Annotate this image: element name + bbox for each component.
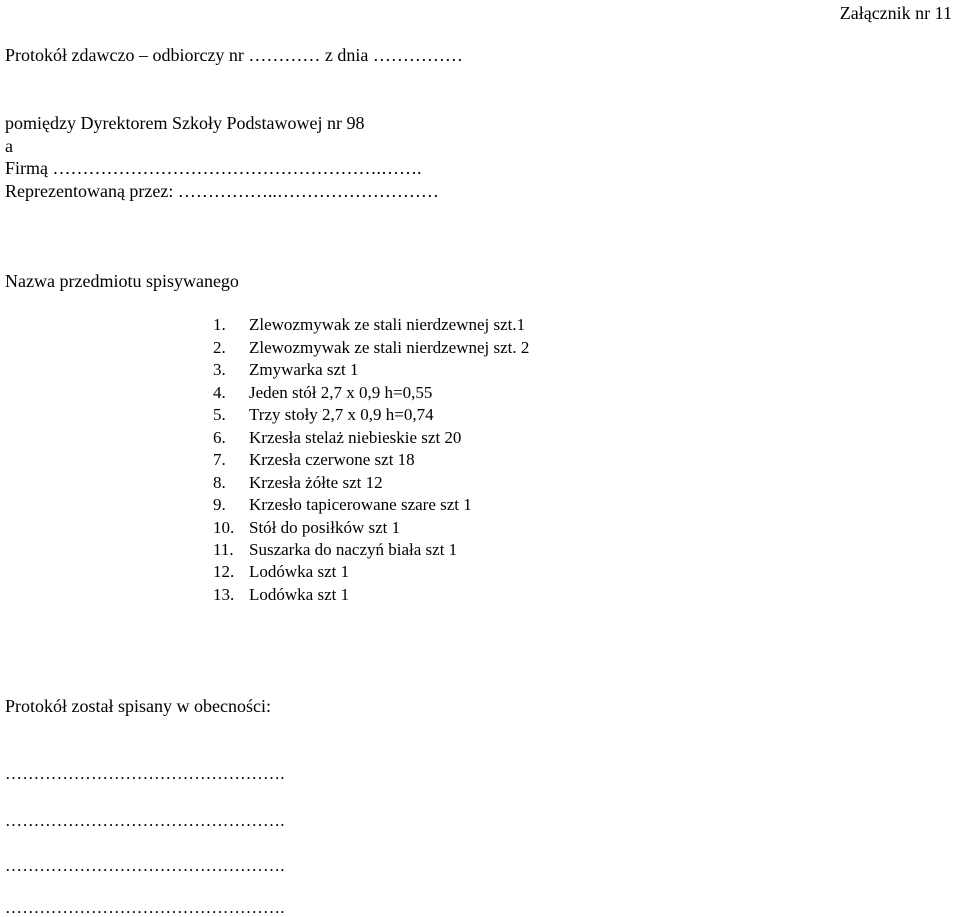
item-text: Krzesła stelaż niebieskie szt 20 [249,428,462,447]
item-number: 11. [213,540,234,559]
list-item [213,361,359,378]
item-text: Krzesła czerwone szt 18 [249,450,415,469]
item-number: 12. [213,562,235,581]
list-item [213,316,525,333]
list-item [213,339,529,356]
list-item [213,406,434,423]
list-item [213,586,349,603]
item-text: Zmywarka szt 1 [249,360,359,379]
item-number: 9. [213,495,226,514]
item-text: Stół do posiłków szt 1 [249,518,401,537]
item-number: 8. [213,473,226,492]
item-text: Zlewozmywak ze stali nierdzewnej szt. 2 [249,338,530,357]
list-item [213,563,349,580]
list-item [213,384,432,401]
item-number: 10. [213,518,235,537]
item-number: 7. [213,450,226,469]
company-line: Firmą ……………………………………………….……. [5,158,422,178]
list-item [213,451,415,468]
signature-line: …………………………………………. [5,856,285,875]
item-text: Lodówka szt 1 [249,562,350,581]
items-heading: Nazwa przedmiotu spisywanego [5,271,239,291]
item-number: 5. [213,405,226,424]
represented-by-line: Reprezentowaną przez: ……………..……………………… [5,181,439,201]
item-text: Lodówka szt 1 [249,585,350,604]
protocol-title-line: Protokół zdawczo – odbiorczy nr ………… z dnia …………… [5,45,463,65]
item-number: 2. [213,338,226,357]
item-text: Zlewozmywak ze stali nierdzewnej szt.1 [249,315,526,334]
item-text: Jeden stół 2,7 x 0,9 h=0,55 [249,383,433,402]
annex-label: Załącznik nr 11 [839,3,952,23]
list-item [213,474,383,491]
item-text: Trzy stoły 2,7 x 0,9 h=0,74 [249,405,434,424]
item-number: 13. [213,585,235,604]
signature-line: …………………………………………. [5,898,285,917]
list-item [213,429,461,446]
item-text: Krzesła żółte szt 12 [249,473,383,492]
item-number: 3. [213,360,226,379]
list-item [213,541,457,558]
item-text: Krzesło tapicerowane szare szt 1 [249,495,472,514]
between-line: pomiędzy Dyrektorem Szkoły Podstawowej nr 98 [5,113,365,133]
signatures-heading: Protokół został spisany w obecności: [5,696,271,716]
signature-line: …………………………………………. [5,764,285,783]
signature-line: …………………………………………. [5,811,285,830]
item-number: 1. [213,315,226,334]
item-number: 6. [213,428,226,447]
item-number: 4. [213,383,226,402]
list-item [213,496,472,513]
list-item [213,519,400,536]
item-text: Suszarka do naczyń biała szt 1 [249,540,458,559]
and-line: a [5,136,13,156]
